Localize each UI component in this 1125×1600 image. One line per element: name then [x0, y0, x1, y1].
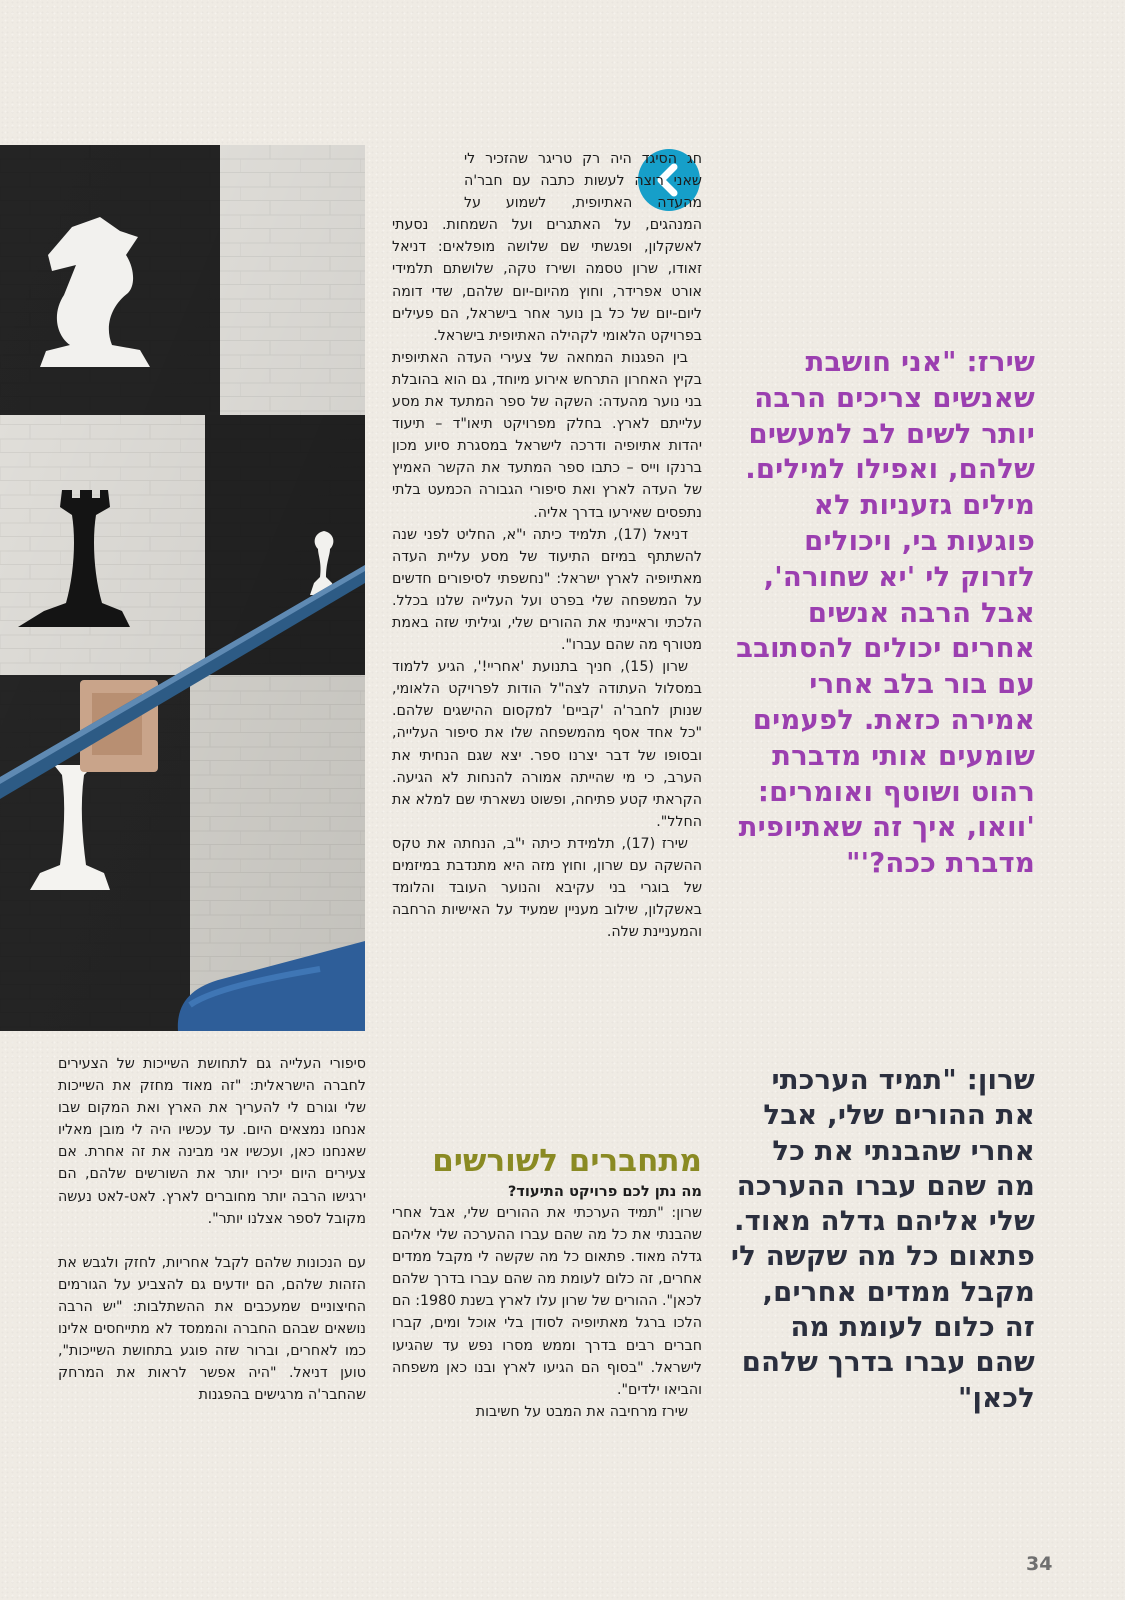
paragraph-sharon-answer: שרון: "תמיד הערכתי את ההורים שלי, אבל אחרי שהבנתי את כל מה שהם עברו ההערכה שלי אליהם גדלה מאוד. פתאום כל מה שקשה לי מקבל ממדים אחרים, זה כלום לעומת מה שהם עברו בדרך שלהם לכאן". ההורים של שרון עלו לארץ בשנת 1980: הם הלכו ברגל מאתיופיה לסודן בלי אוכל ומים, קברו חברים רבים בדרך וממש מסרו נפש עד שהגיעו לישראל. "בסוף הם הגיעו לארץ ובנו כאן משפחה והביאו ילדים".	[392, 1205, 702, 1398]
paragraph-daniel: דניאל (17), תלמיד כיתה י"א, החליט לפני שנה להשתתף במיזם התיעוד של מסע עליית העדה מאתיופיה לארץ ישראל: "נחשפתי לסיפורים חדשים על המשפחה שלי בפרט ועל העלייה שלנו בכלל. הלכתי וראיינתי את ההורים שלי, וגיליתי שזה באמת מטורף מה שהם עברו".	[392, 526, 702, 654]
article-column-left	[58, 1053, 366, 1406]
article-column-middle-bottom	[392, 1202, 702, 1423]
pull-quote-sharon: שרון: "תמיד הערכתי את ההורים שלי, אבל אחרי שהבנתי את כל מה שהם עברו ההערכה שלי אליהם גדלה מאוד. פתאום כל מה שקשה לי מקבל ממדים אחרים, זה כלום לעומת מה שהם עברו בדרך שלהם לכאן"	[730, 1064, 1035, 1414]
paragraph-sharon: שרון (15), חניך בתנועת 'אחריי!', הגיע ללמוד במסלול העתודה לצה"ל הודות לפרויקט הלאומי, שנותן לחבר'ה 'קביים' למקסום ההישגים שלהם. "כל אחד אסף מהמשפחה שלו את סיפור העלייה, ובסופו של דבר יצרנו ספר. יצא שגם הנחיתי את הערב, כי מי שהייתה אמורה להנחות לא הגיעה. הקראתי קטע פתיחה, ופשוט נשארתי שם למלא את החלל".	[392, 659, 702, 830]
page-number: 34	[1026, 1553, 1053, 1575]
badge-spacer	[392, 148, 464, 214]
paragraph-intro: חג הסיגד היה רק טריגר שהזכיר לי שאני רוצה לעשות כתבה עם חבר'ה מהעדה האתיופית, לשמוע על המנהגים, על האתגרים ועל השמחות. נסעתי לאשקלון, ופגשתי שם שלושה מופלאים: דניאל זאודו, שרון טסמה ושירז טקה, שלושתם תלמידי אורט אפרידר, וחוץ מהיום-יום שלהם, שדי דומה ליום-יום של כל בן נוער אחר בישראל, הם פעילים בפרויקט הלאומי לקהילה האתיופית בישראל.	[392, 151, 702, 344]
paragraph-belonging: סיפורי העלייה גם לתחושת השייכות של הצעירים לחברה הישראלית: "זה מאוד מחזק את השייכות שלי וגורם לי להעריך את הארץ ואת המקום שבו אנחנו נמצאים היום. עד עכשיו היה לי מובן מאליו שאנחנו כאן, ועכשיו אני מבינה את זה אחרת. אם צעירים היום יכירו יותר את השורשים שלהם, הם ירגישו הרבה יותר מחוברים לארץ. לאט-לאט נעשה מקובל לספר אצלנו יותר".	[58, 1056, 366, 1227]
paragraph-shiraz-lead: שירז מרחיבה את המבט על חשיבות	[475, 1403, 688, 1420]
pull-quote-shiraz: שירז: "אני חושבת שאנשים צריכים הרבה יותר לשים לב למעשים שלהם, ואפילו למילים. מילים גזעניות לא פוגעות בי, ויכולים לזרוק לי 'יא שחורה', אבל הרבה אנשים אחרים יכולים להסתובב עם בור בלב אחרי אמירה כזאת. לפעמים שומעים אותי מדברת רהוט ושוטף ואומרים: 'וואו, איך זה שאתיופית מדברת ככה?'"	[736, 346, 1035, 880]
section-subheading: מתחברים לשורשים	[432, 1143, 702, 1179]
paragraph-responsibility: עם הנכונות שלהם לקבל אחריות, לחזק ולגבש את הזהות שלהם, הם יודעים גם להצביע על הגורמים החיצוניים שמעכבים את ההשתלבות: "יש הרבה נושאים שבהם החברה והממסד לא מתייחסים אלינו כמו לאחרים, וברור שזה פוגע בתחושת השייכות", טוען דניאל. "היה אפשר לראות את המרחק שהחבר'ה מרגישים בהפגנות	[58, 1254, 366, 1404]
chessboard-mural-image	[0, 145, 365, 1031]
article-column-middle-top	[392, 148, 702, 943]
chessboard-mural-photo	[0, 145, 365, 1031]
interview-question: מה נתן לכם פרויקט התיעוד?	[507, 1183, 702, 1200]
paragraph-protests: בין הפגנות המחאה של צעירי העדה האתיופית בקיץ האחרון התרחש אירוע מיוחד, גם הוא בהובלת בני נוער מהעדה: השקה של ספר המתעד את מסע עלייתם לארץ. בחלק מפרויקט תיאו"ד – תיעוד יהדות אתיופיה ודרכה לישראל במסגרת סיוע מכון ברנקו וייס – כתבו ספר המתעד את הקשר האמיץ של העדה לארץ ואת סיפורי הגבורה הכמעט בלתי נתפסים שאירעו בדרך אליה.	[392, 349, 702, 521]
paragraph-shiraz: שירז (17), תלמידת כיתה י"ב, הנחתה את טקס ההשקה עם שרון, וחוץ מזה היא מתנדבת במיזמים של בוגרי בני עקיבא והנוער העובד והלומד באשקלון, שילוב מעניין שמעיד על האישיות הרחבה והמעניינת שלה.	[392, 835, 702, 941]
